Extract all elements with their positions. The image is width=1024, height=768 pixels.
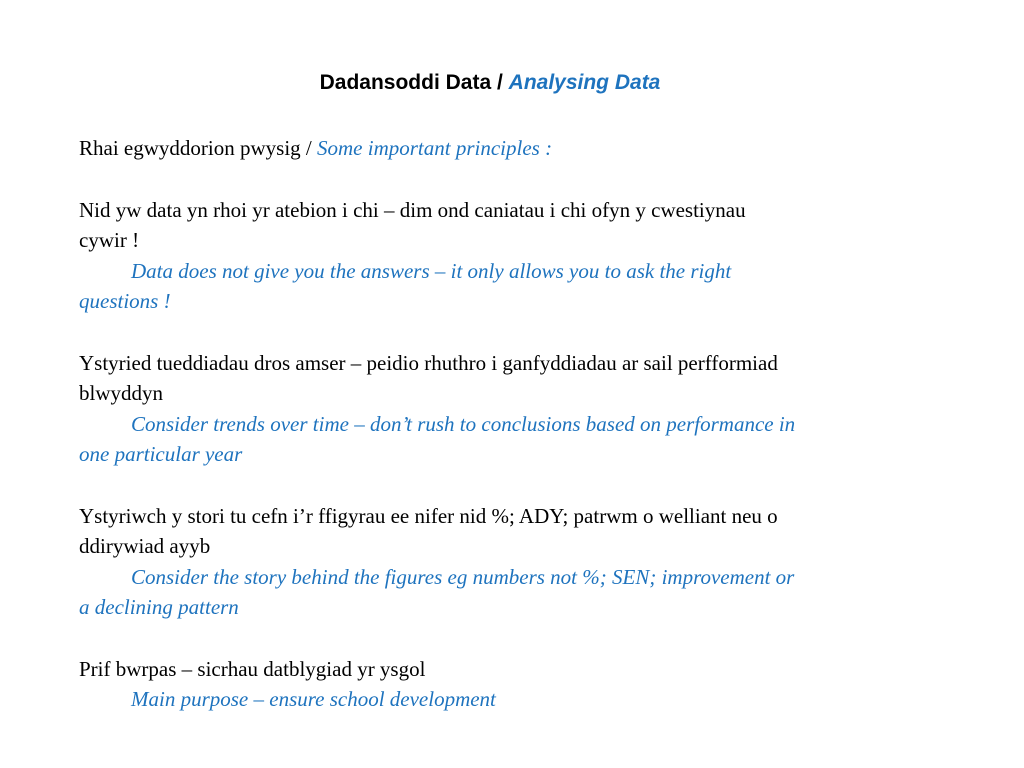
principle-block bbox=[79, 501, 949, 623]
english-line: questions ! bbox=[79, 289, 171, 313]
subtitle-welsh: Rhai egwyddorion pwysig bbox=[79, 136, 301, 160]
welsh-line: ddirywiad ayyb bbox=[79, 534, 211, 558]
principle-block bbox=[79, 348, 949, 470]
welsh-line: Ystyried tueddiadau dros amser – peidio rhuthro i ganfyddiadau ar sail perfformiad bbox=[79, 350, 778, 375]
english-line: Data does not give you the answers – it only allows you to ask the right bbox=[131, 258, 732, 283]
subtitle-separator: / bbox=[300, 136, 317, 160]
content-body bbox=[79, 133, 949, 715]
english-line: a declining pattern bbox=[79, 595, 239, 619]
welsh-line: Prif bwrpas – sicrhau datblygiad yr ysgol bbox=[79, 656, 426, 681]
spacer bbox=[79, 623, 949, 654]
principle-block bbox=[79, 654, 949, 715]
title-separator: / bbox=[491, 71, 509, 94]
english-line: Consider the story behind the figures eg numbers not %; SEN; improvement or bbox=[131, 564, 795, 589]
welsh-line: cywir ! bbox=[79, 228, 140, 252]
english-line: Consider trends over time – don’t rush to conclusions based on performance in bbox=[131, 411, 796, 436]
spacer bbox=[79, 164, 949, 195]
subtitle-english: Some important principles : bbox=[317, 136, 553, 160]
welsh-line: blwyddyn bbox=[79, 381, 163, 405]
page-title bbox=[0, 68, 1002, 98]
spacer bbox=[79, 317, 949, 348]
title-english: Analysing Data bbox=[508, 71, 661, 94]
welsh-line: Nid yw data yn rhoi yr atebion i chi – dim ond caniatau i chi ofyn y cwestiynau bbox=[79, 197, 746, 222]
english-line: Main purpose – ensure school development bbox=[131, 687, 496, 711]
subtitle bbox=[79, 133, 949, 164]
spacer bbox=[79, 470, 949, 501]
principle-block bbox=[79, 195, 949, 317]
welsh-line: Ystyriwch y stori tu cefn i’r ffigyrau ee nifer nid %; ADY; patrwm o welliant neu o bbox=[79, 503, 778, 528]
english-line: one particular year bbox=[79, 442, 243, 466]
title-welsh: Dadansoddi Data bbox=[319, 71, 492, 94]
